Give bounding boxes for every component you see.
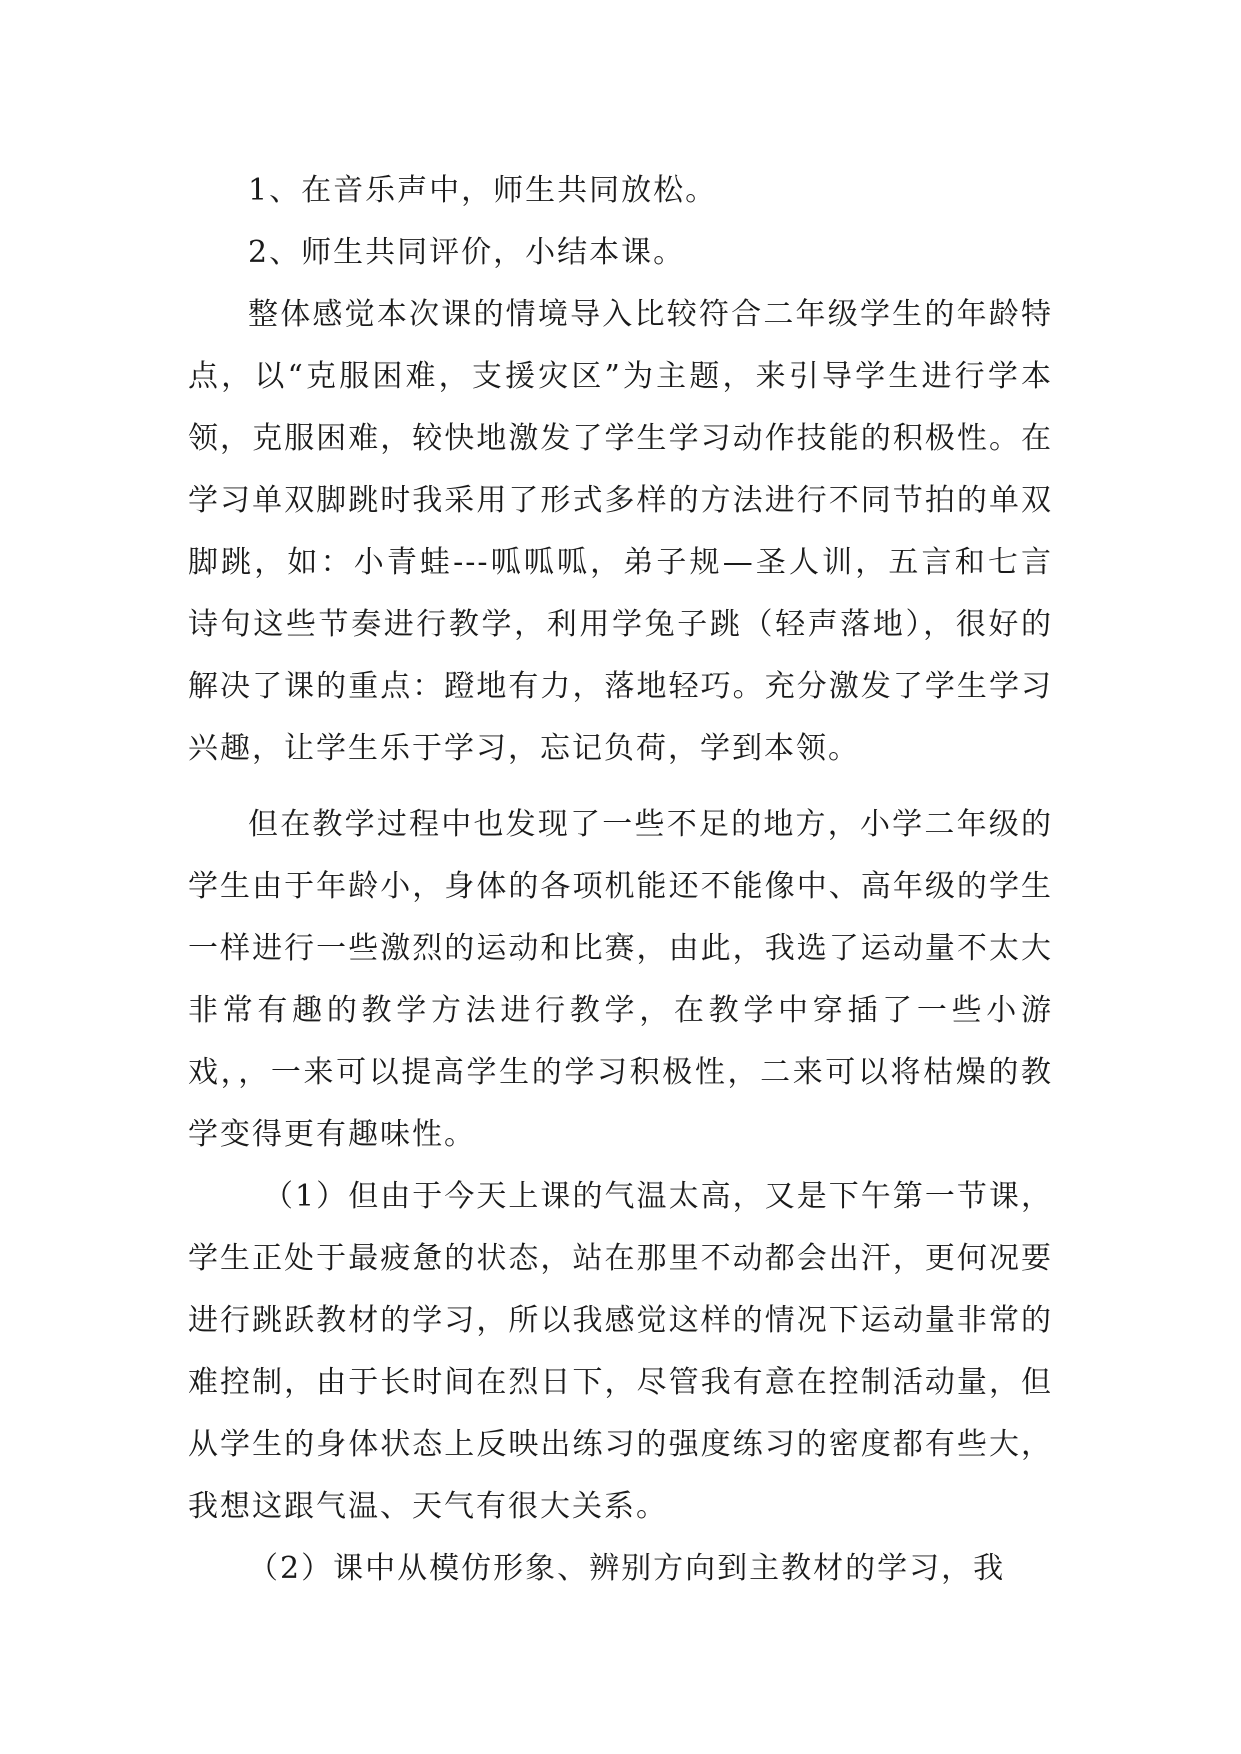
paragraph-point-1: （1）但由于今天上课的气温太高，又是下午第一节课，学生正处于最疲惫的状态，站在那里不动都会出汗，更何况要进行跳跃教材的学习，所以我感觉这样的情况下运动量非常的难控制，由于长时间在烈日下，尽管我有意在控制活动量，但从学生的身体状态上反映出练习的强度练习的密度都有些大，我想这跟气温、天气有很大关系。 bbox=[188, 1179, 1053, 1524]
paragraph-point-2: （2）课中从模仿形象、辨别方向到主教材的学习，我 bbox=[248, 1551, 1006, 1586]
paragraph-shortcomings: 但在教学过程中也发现了一些不足的地方，小学二年级的学生由于年龄小，身体的各项机能还不能像中、高年级的学生一样进行一些激烈的运动和比赛，由此，我选了运动量不太大非常有趣的教学方法进行教学，在教学中穿插了一些小游戏，，一来可以提高学生的学习积极性，二来可以将枯燥的教学变得更有趣味性。 bbox=[188, 807, 1053, 1152]
paragraph-overall-impression: 整体感觉本次课的情境导入比较符合二年级学生的年龄特点，以“克服困难，支援灾区”为主题，来引导学生进行学本领，克服困难，较快地激发了学生学习动作技能的积极性。在学习单双脚跳时我采用了形式多样的方法进行不同节拍的单双脚跳，如：小青蛙---呱呱呱，弟子规—圣人训，五言和七言诗句这些节奏进行教学，利用学兔子跳（轻声落地），很好的解决了课的重点：蹬地有力，落地轻巧。充分激发了学生学习兴趣，让学生乐于学习，忘记负荷，学到本领。 bbox=[188, 297, 1053, 766]
document-body bbox=[188, 160, 1053, 1600]
paragraph-relax: 1、在音乐声中，师生共同放松。 bbox=[248, 173, 718, 208]
paragraph-summary: 2、师生共同评价，小结本课。 bbox=[248, 235, 686, 270]
